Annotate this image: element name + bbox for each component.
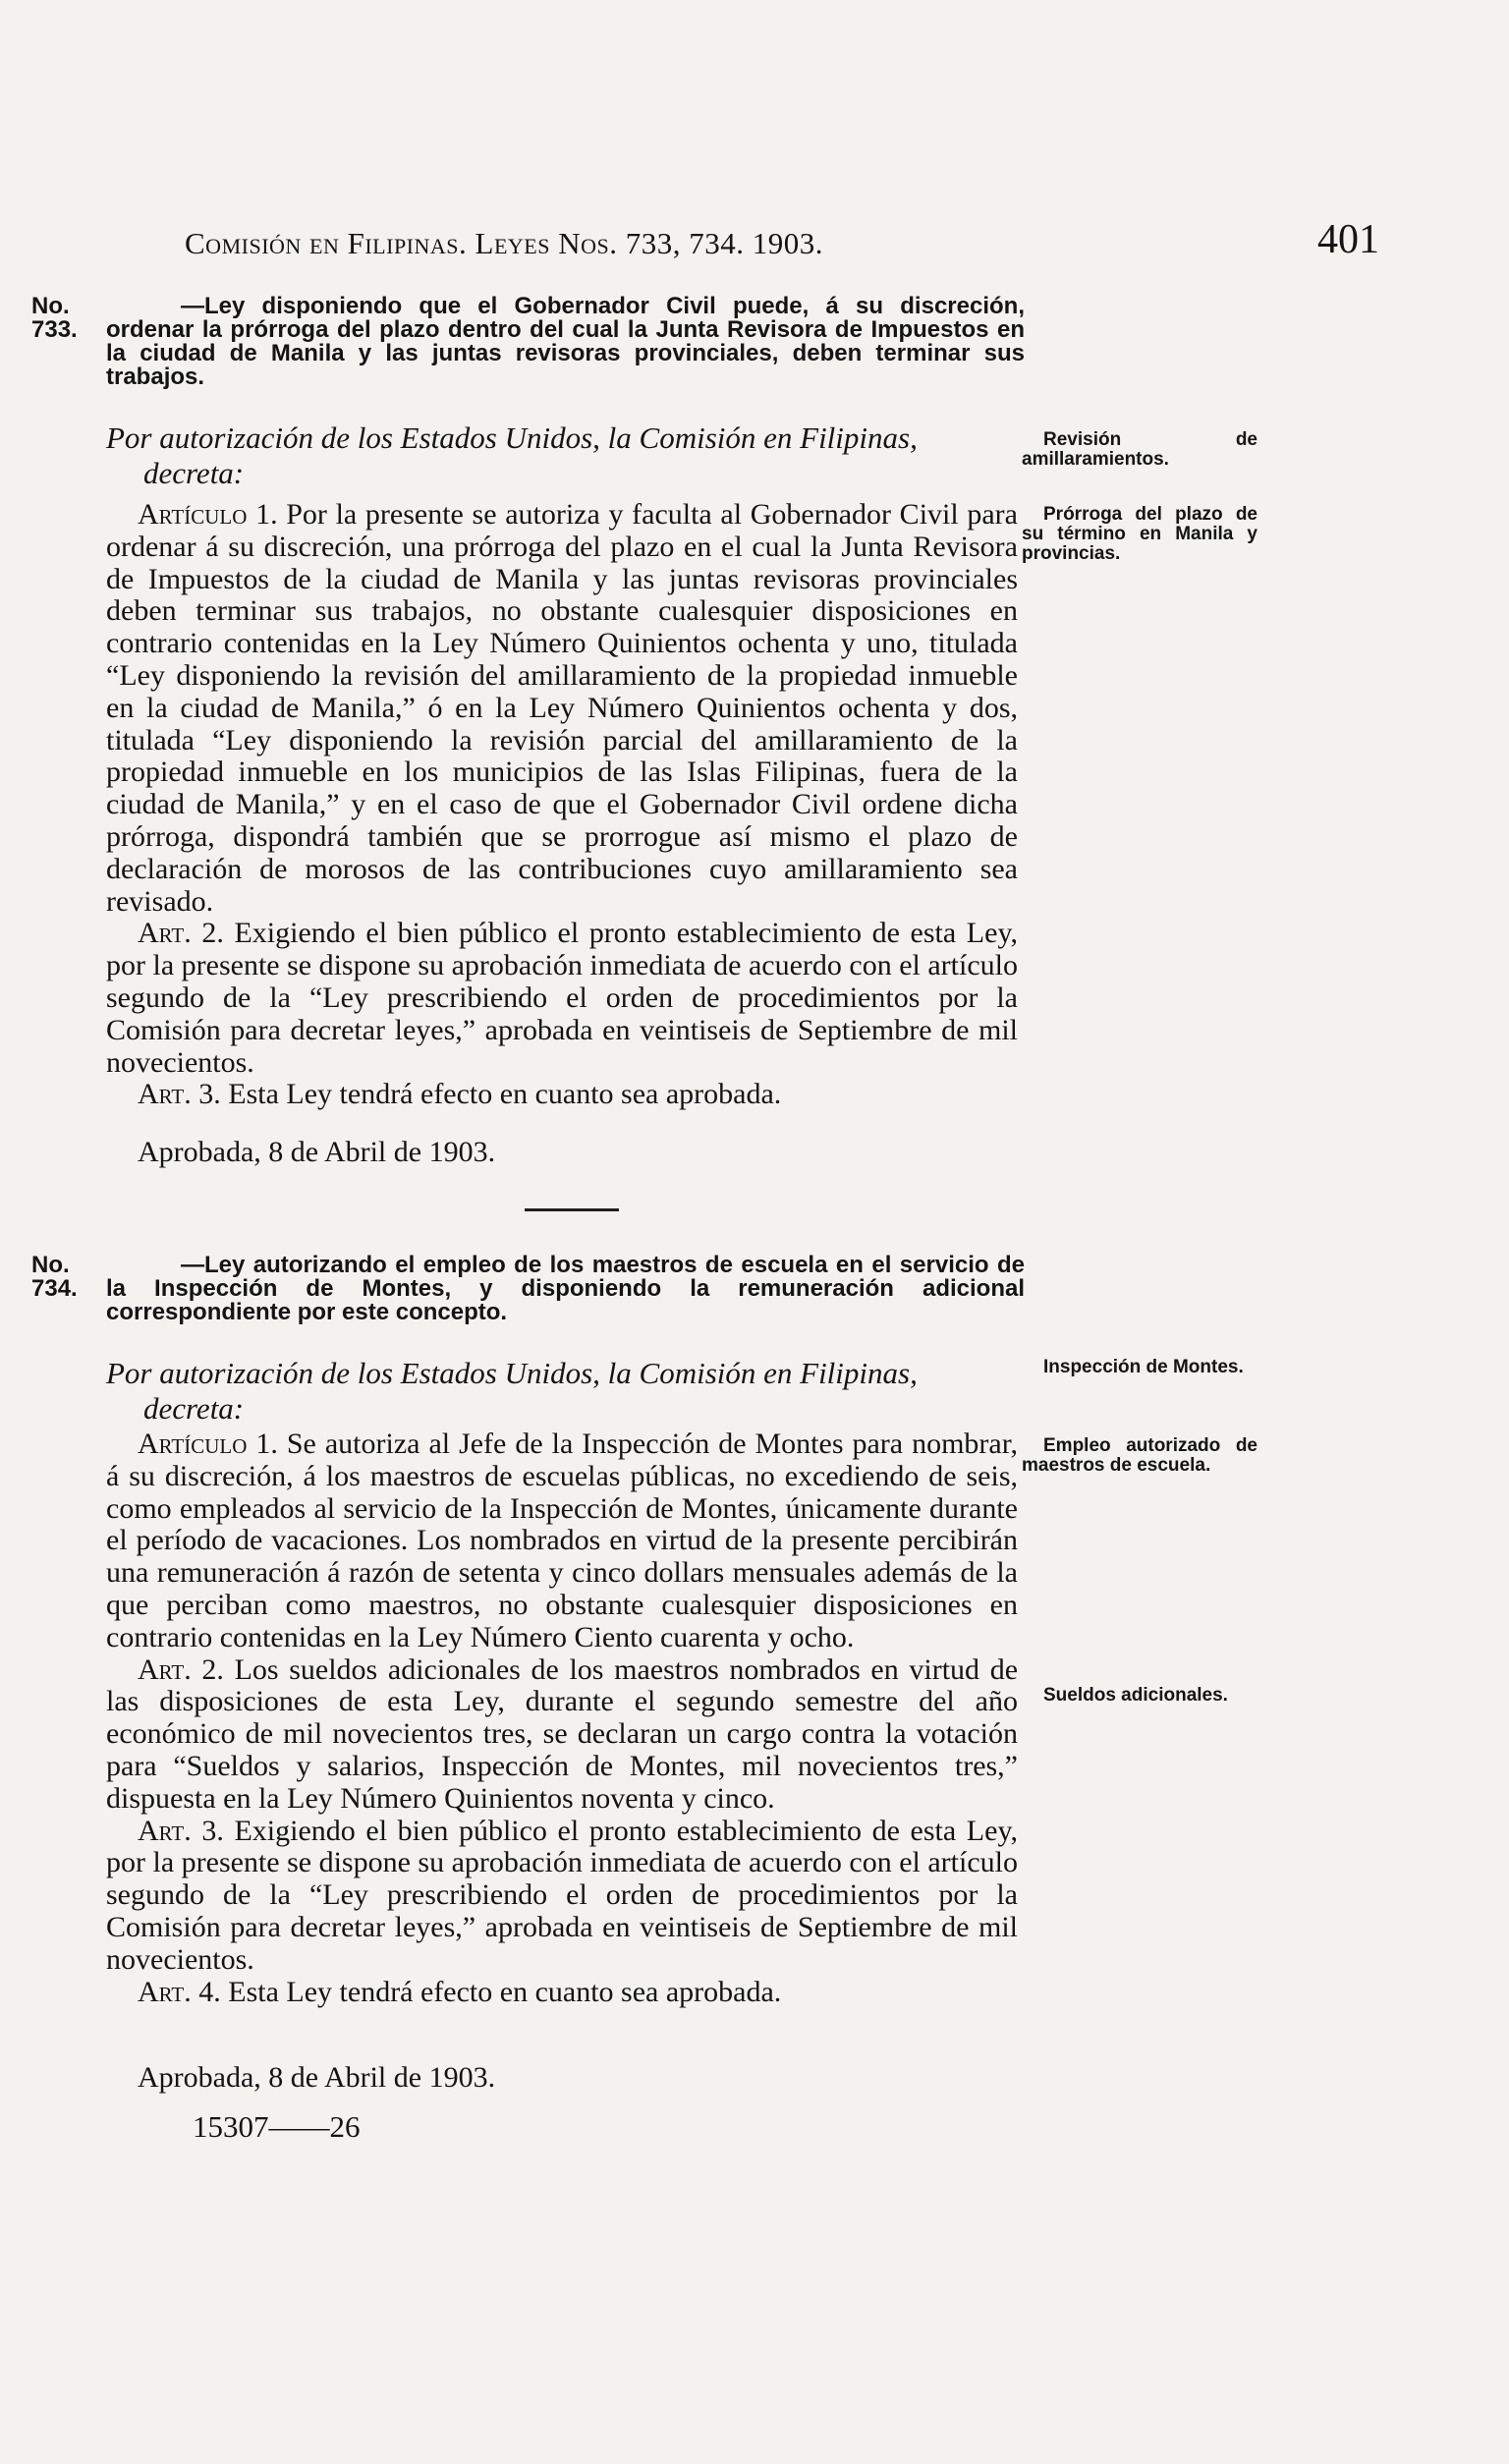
law-734-enacting-line-1: Por autorización de los Estados Unidos, la Comisión en Filipinas, bbox=[106, 1356, 918, 1390]
article-text: Por la presente se autoriza y faculta al Gobernador Civil para ordenar á su discreción, una prórroga del plazo en el cual la Junta Revisora de Impuestos de la ciudad de Manila y las juntas revisoras provinciales deben terminar sus trabajos, no obstante cualesquier disposiciones en contrario contenidas en la Ley Número Quinientos ochenta y uno, titulada “Ley disponiendo la revisión del amillaramiento de la propiedad inmueble en la ciudad de Manila,” ó en la Ley Número Quinientos ochenta y dos, titulada “Ley disponiendo la revisión parcial del amillaramiento de la propiedad inmueble en los municipios de las Islas Filipinas, fuera de la ciudad de Manila,” y en el caso de que el Gobernador Civil ordene dicha prórroga, dispondrá también que se prorrogue así mismo el plazo de declaración de morosos de las contribuciones cuyo amillaramiento sea revisado. bbox=[106, 498, 1018, 918]
law-734-margin-note-enact: Inspección de Montes. bbox=[1043, 1357, 1244, 1377]
article-label: Art. 2. bbox=[138, 917, 224, 950]
law-733-enacting-line-1: Por autorización de los Estados Unidos, la Comisión en Filipinas, bbox=[106, 420, 918, 455]
law-733-margin-note-enact: Revisión de amillaramientos. bbox=[1022, 429, 1258, 470]
law-734-margin-note-art2: Sueldos adicionales. bbox=[1043, 1685, 1228, 1706]
law-733-body bbox=[106, 499, 1018, 1111]
law-733-title bbox=[31, 293, 1025, 390]
article-text: Los sueldos adicionales de los maestros nombrados en virtud de las disposiciones de esta Ley, durante el segundo semestre del año económico de mil novecientos tres, se declaran un cargo contra la votación para “Sueldos y salarios, Inspección de Montes, mil novecientos tres,” dispuesta en la Ley Número Quinientos noventa y cinco. bbox=[106, 1652, 1019, 1815]
page-number: 401 bbox=[1317, 217, 1379, 262]
law-733-enacting-clause bbox=[106, 420, 1025, 491]
law-734-number: No. 734. bbox=[31, 1252, 78, 1302]
law-733-article-2 bbox=[106, 918, 1018, 1079]
law-734-article-3 bbox=[106, 1816, 1018, 1977]
law-734-approved: Aprobada, 8 de Abril de 1903. bbox=[138, 2061, 496, 2094]
law-733-article-3 bbox=[106, 1079, 1018, 1111]
law-734-title bbox=[31, 1252, 1025, 1325]
law-733-enacting-line-2: decreta: bbox=[143, 456, 245, 490]
article-label: Art. 3. bbox=[138, 1078, 221, 1111]
article-label: Art. 4. bbox=[138, 1975, 221, 2008]
article-label: Artículo 1. bbox=[138, 498, 278, 531]
law-734-article-2 bbox=[106, 1654, 1018, 1816]
law-734-article-1 bbox=[106, 1428, 1018, 1654]
law-734-enacting-clause bbox=[106, 1356, 1025, 1427]
law-733-number: No. 733. bbox=[31, 293, 78, 343]
article-label: Art. 2. bbox=[138, 1652, 224, 1686]
law-733-approved: Aprobada, 8 de Abril de 1903. bbox=[138, 1136, 496, 1168]
law-733-article-1 bbox=[106, 499, 1018, 918]
section-divider bbox=[525, 1208, 619, 1211]
law-733-title-text: —Ley disponiendo que el Gobernador Civil puede, á su discreción, ordenar la prórroga del plazo dentro del cual la Junta Revisora de Impuestos en la ciudad de Manila y las juntas revisoras provinciales, deben terminar sus trabajos. bbox=[106, 293, 1025, 390]
law-734-margin-note-art1: Empleo autorizado de maestros de escuela. bbox=[1022, 1435, 1258, 1476]
article-text: Exigiendo el bien público el pronto establecimiento de esta Ley, por la presente se dispone su aprobación inmediata de acuerdo con el artículo segundo de la “Ley prescribiendo el orden de procedimientos por la Comisión para decretar leyes,” aprobada en veintiseis de Septiembre de mil novecientos. bbox=[106, 1814, 1019, 1976]
running-head: Comisión en Filipinas. Leyes Nos. 733, 734. 1903. bbox=[185, 226, 823, 260]
article-text: Exigiendo el bien público el pronto establecimiento de esta Ley, por la presente se dispone su aprobación inmediata de acuerdo con el artículo segundo de la “Ley prescribiendo el orden de procedimientos por la Comisión para decretar leyes,” aprobada en veintiseis de Septiembre de mil novecientos. bbox=[106, 917, 1019, 1079]
law-733-margin-note-art1: Prórroga del plazo de su término en Manila y provincias. bbox=[1022, 504, 1258, 564]
article-text: Esta Ley tendrá efecto en cuanto sea aprobada. bbox=[228, 1078, 782, 1111]
law-734-enacting-line-2: decreta: bbox=[143, 1391, 245, 1426]
article-label: Art. 3. bbox=[138, 1814, 224, 1847]
article-text: Esta Ley tendrá efecto en cuanto sea aprobada. bbox=[228, 1975, 782, 2008]
article-text: Se autoriza al Jefe de la Inspección de Montes para nombrar, á su discreción, á los maestros de escuelas públicas, no excediendo de seis, como empleados al servicio de la Inspección de Montes, únicamente durante el período de vacaciones. Los nombrados en virtud de la presente percibirán una remuneración á razón de setenta y cinco dollars mensuales además de la que perciban como maestros, no obstante cualesquier disposiciones en contrario contenidas en la Ley Número Ciento cuarenta y ocho. bbox=[106, 1428, 1018, 1653]
printer-signature: 15307——26 bbox=[193, 2109, 361, 2144]
article-label: Artículo 1. bbox=[138, 1428, 278, 1460]
law-734-body bbox=[106, 1428, 1018, 2008]
law-734-article-4 bbox=[106, 1977, 1018, 2009]
law-734-title-text: —Ley autorizando el empleo de los maestros de escuela en el servicio de la Inspección de Montes, y disponiendo la remuneración adicional correspondiente por este concepto. bbox=[106, 1252, 1025, 1325]
